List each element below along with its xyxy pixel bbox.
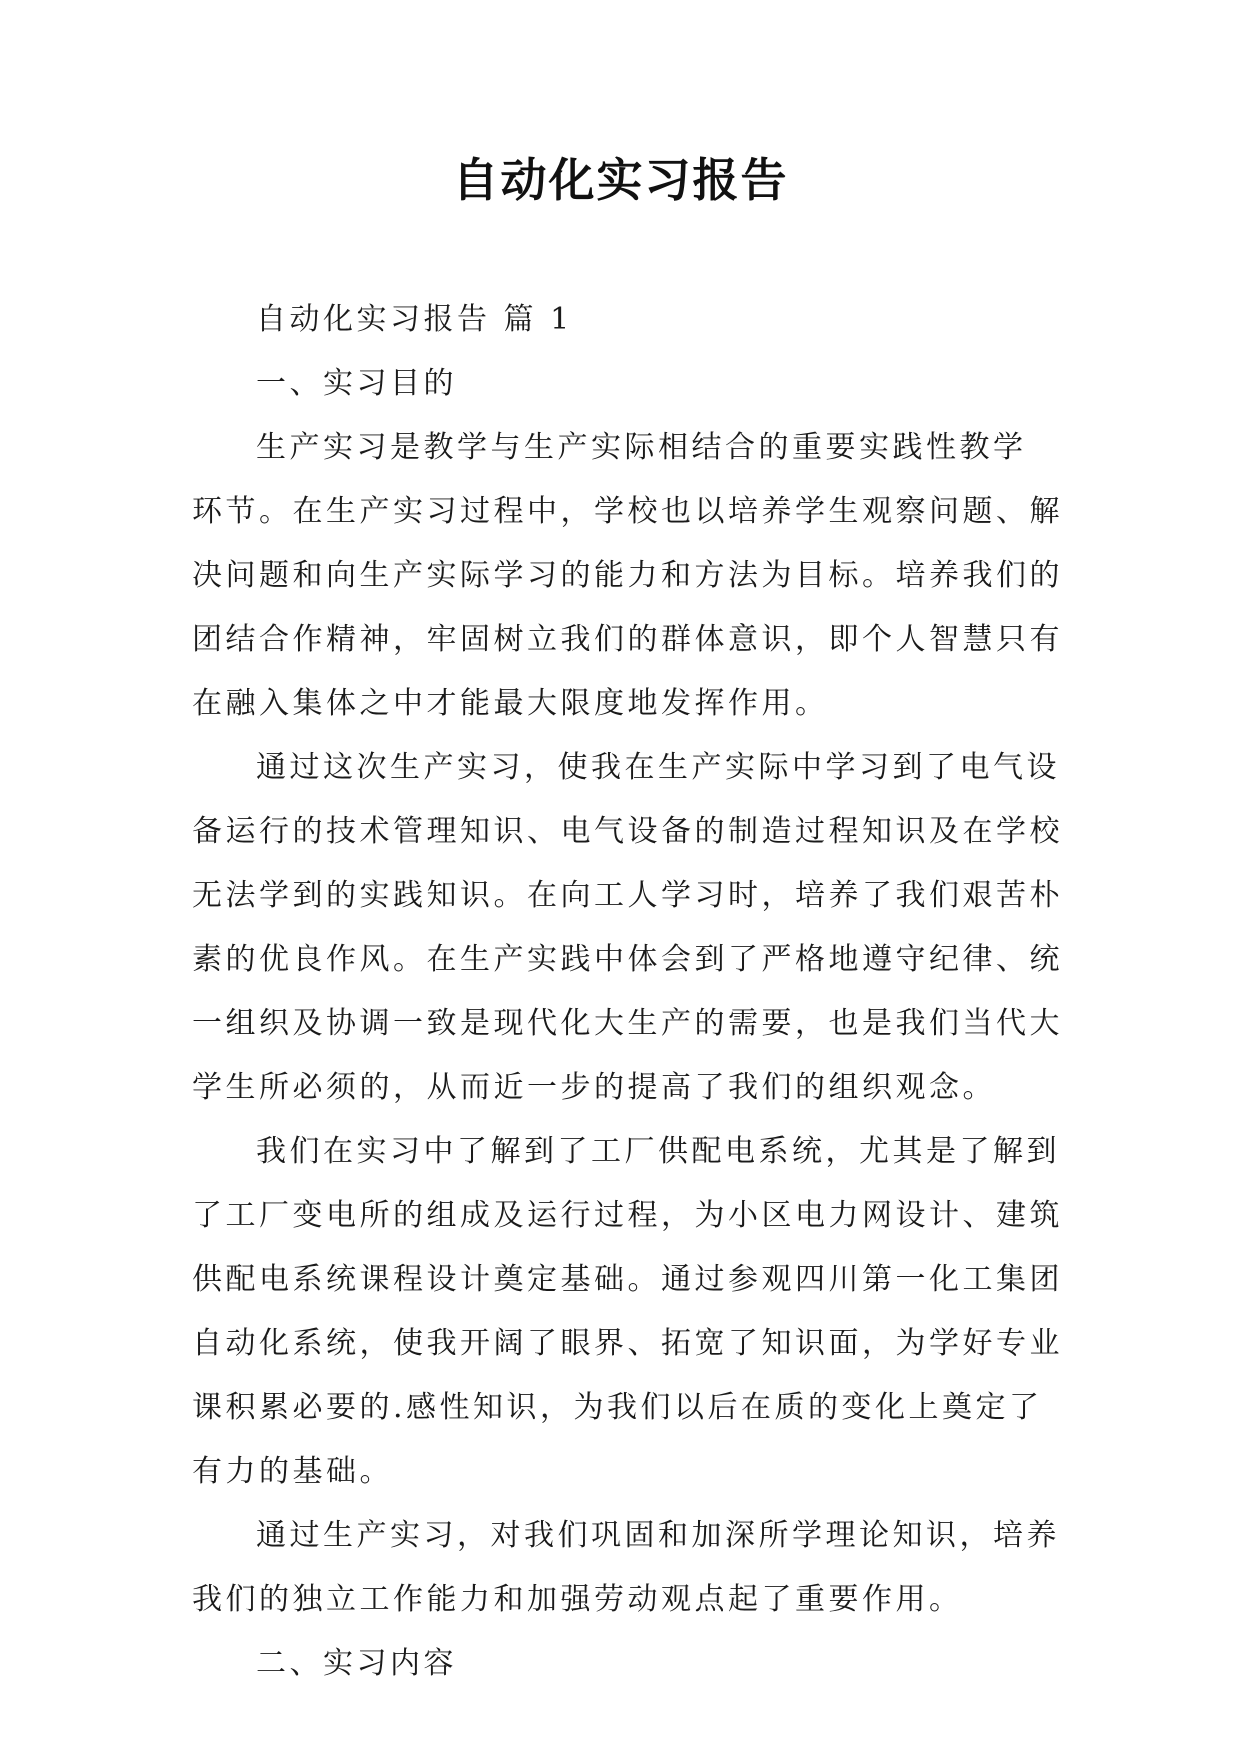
paragraph-line: 供配电系统课程设计奠定基础。通过参观四川第一化工集团 <box>192 1262 1063 1297</box>
paragraph-line: 素的优良作风。在生产实践中体会到了严格地遵守纪律、统 <box>192 942 1063 977</box>
paragraph-line: 在融入集体之中才能最大限度地发挥作用。 <box>192 686 829 721</box>
document-body <box>192 288 1063 1696</box>
paragraph-line: 我们的独立工作能力和加强劳动观点起了重要作用。 <box>192 1582 963 1617</box>
paragraph-line: 决问题和向生产实际学习的能力和方法为目标。培养我们的 <box>192 558 1063 593</box>
subsection-heading-line: 一、实习目的 <box>256 366 457 401</box>
paragraph-line: 通过生产实习，对我们巩固和加深所学理论知识，培养 <box>256 1518 1060 1553</box>
paragraph-line: 备运行的技术管理知识、电气设备的制造过程知识及在学校 <box>192 814 1063 849</box>
paragraph-line: 了工厂变电所的组成及运行过程，为小区电力网设计、建筑 <box>192 1198 1063 1233</box>
paragraph-line: 有力的基础。 <box>192 1454 393 1489</box>
paragraph-line: 通过这次生产实习，使我在生产实际中学习到了电气设 <box>256 750 1060 785</box>
paragraph-line: 课积累必要的.感性知识，为我们以后在质的变化上奠定了 <box>192 1390 1043 1425</box>
paragraph-line: 自动化系统，使我开阔了眼界、拓宽了知识面，为学好专业 <box>192 1326 1063 1361</box>
paragraph-line: 学生所必须的，从而近一步的提高了我们的组织观念。 <box>192 1070 996 1105</box>
paragraph-line: 环节。在生产实习过程中，学校也以培养学生观察问题、解 <box>192 494 1063 529</box>
paragraph-line: 无法学到的实践知识。在向工人学习时，培养了我们艰苦朴 <box>192 878 1063 913</box>
section-heading-line: 自动化实习报告 篇 1 <box>256 302 573 337</box>
subsection-heading-line: 二、实习内容 <box>256 1646 457 1681</box>
paragraph-line: 生产实习是教学与生产实际相结合的重要实践性教学 <box>256 430 1027 465</box>
paragraph-line: 一组织及协调一致是现代化大生产的需要，也是我们当代大 <box>192 1006 1063 1041</box>
document-title: 自动化实习报告 <box>452 153 789 207</box>
paragraph-line: 我们在实习中了解到了工厂供配电系统，尤其是了解到 <box>256 1134 1060 1169</box>
paragraph-line: 团结合作精神，牢固树立我们的群体意识，即个人智慧只有 <box>192 622 1063 657</box>
